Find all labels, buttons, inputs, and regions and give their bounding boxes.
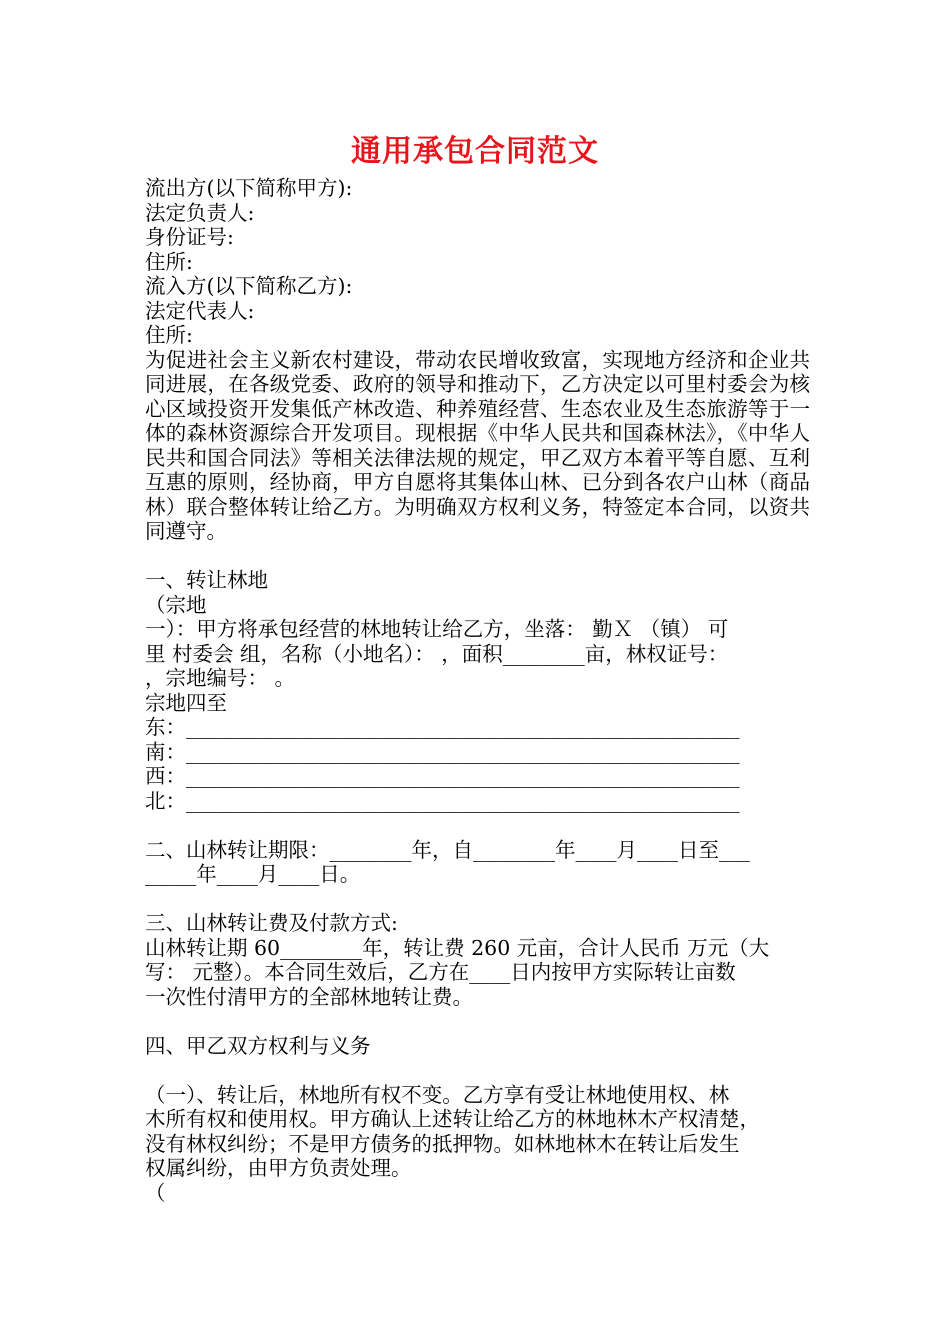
party-a-legal-person: 法定负责人: <box>145 200 255 225</box>
party-a-id-number: 身份证号: <box>145 225 234 249</box>
document-body <box>145 176 810 1205</box>
section4-heading: 四、甲乙双方权利与义务 <box>145 1033 371 1058</box>
spacer <box>145 544 810 569</box>
section4-line: （ <box>145 1180 166 1205</box>
section1-line: ，宗地编号： 。 <box>145 666 296 690</box>
spacer <box>145 1058 810 1083</box>
section1-line: 宗地四至 <box>145 690 227 715</box>
section2-line: 二、山林转让期限：________年，自________年____月____日至___ <box>145 837 750 862</box>
party-a-label: 流出方(以下简称甲方): <box>145 176 353 200</box>
spacer <box>145 813 810 838</box>
section3-line: 写： 元整）。本合同生效后，乙方在____日内按甲方实际转让亩数 <box>145 960 736 984</box>
section4-line: 权属纠纷，由甲方负责处理。 <box>145 1156 412 1180</box>
spacer <box>145 887 810 912</box>
party-b-address: 住所: <box>145 323 193 347</box>
section4-line: （一）、转让后，林地所有权不变。乙方享有受让林地使用权、林 <box>145 1082 730 1107</box>
boundary-east: 东：______________________________________________________ <box>145 715 740 739</box>
section3-line: 一次性付清甲方的全部林地转让费。 <box>145 984 473 1009</box>
section4-line: 没有林权纠纷；不是甲方债务的抵押物。如林地林木在转让后发生 <box>145 1131 740 1156</box>
document-title: 通用承包合同范文 <box>351 134 599 169</box>
section1-line: 一）：甲方将承包经营的林地转让给乙方，坐落： 勤Ｘ （镇） 可 <box>145 617 729 641</box>
boundary-north: 北：______________________________________________________ <box>145 788 740 813</box>
section2-line: _____年____月____日。 <box>145 862 361 886</box>
section1-line: 里 村委会 组，名称（小地名）： ，面积________亩，林权证号： <box>145 641 729 666</box>
party-b-legal-representative: 法定代表人: <box>145 298 255 323</box>
intro-paragraph: 为促进社会主义新农村建设，带动农民增收致富，实现地方经济和企业共同进展，在各级党委、政府的领导和推动下，乙方决定以可里村委会为核心区域投资开发集低产林改造、种养殖经营、生态农业及生态旅游等于一体的森林资源综合开发项目。现根据《中华人民共和国森林法》，《中华人民共和国合同法》等相关法律法规的规定，甲乙双方本着平等自愿、互利互惠的原则，经协商，甲方自愿将其集体山林、已分到各农户山林（商品林）联合整体转让给乙方。为明确双方权利义务，特签定本合同，以资共同遵守。 <box>145 347 810 543</box>
boundary-south: 南：______________________________________________________ <box>145 739 740 764</box>
spacer <box>145 1009 810 1034</box>
section3-heading: 三、山林转让费及付款方式: <box>145 911 398 935</box>
party-b-label: 流入方(以下简称乙方): <box>145 274 353 298</box>
section4-line: 木所有权和使用权。甲方确认上述转让给乙方的林地林木产权清楚， <box>145 1107 760 1131</box>
section3-line: 山林转让期 60________年，转让费 260 元亩，合计人民币 万元（大 <box>145 935 770 960</box>
section1-heading: 一、转让林地 <box>145 568 268 592</box>
section1-line: （宗地 <box>145 592 207 617</box>
party-a-address: 住所: <box>145 249 193 274</box>
boundary-west: 西：______________________________________________________ <box>145 764 740 788</box>
